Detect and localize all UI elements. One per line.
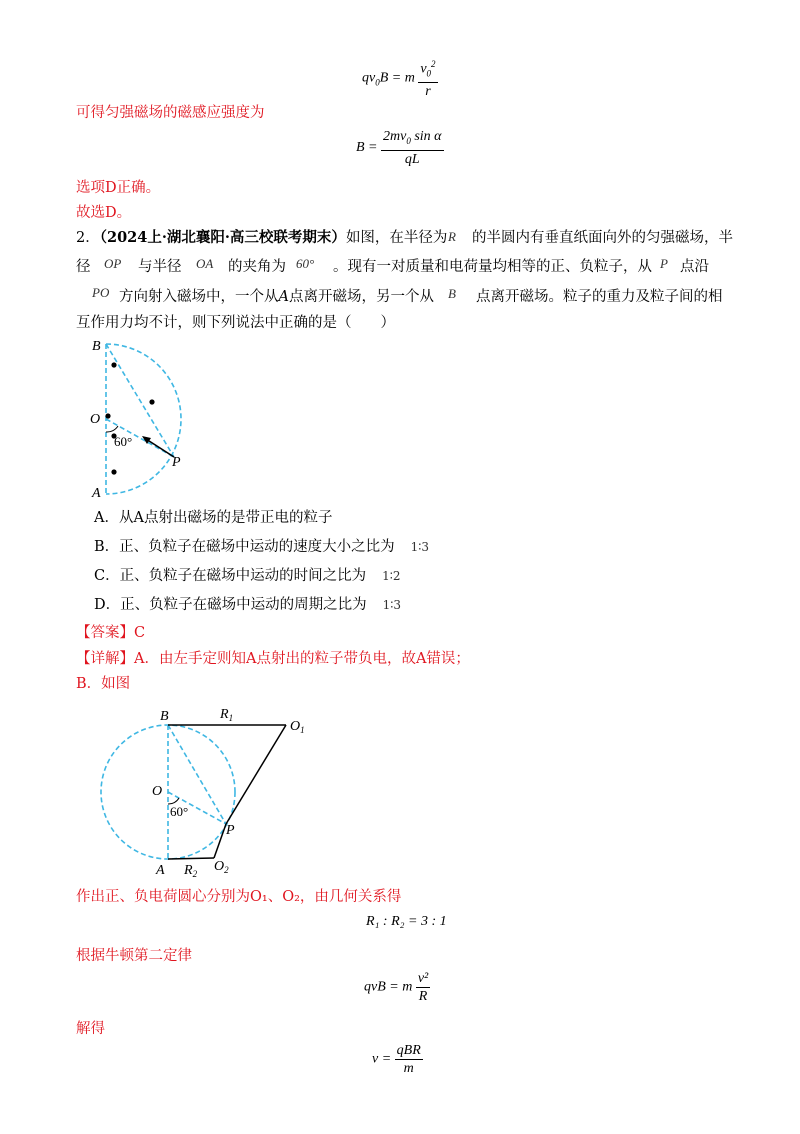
fraction: $\frac{\text{v²}}{R}$ <box>417 971 429 1004</box>
question-2-line-2-c: 的夹角为 <box>228 259 286 275</box>
detail-line: 【详解】A．由左手定则知A点射出的粒子带负电，故A错误； <box>76 651 470 667</box>
equation-field-strength: B = $\frac{2mv_0 \sin \alpha}{qL}$ <box>356 129 442 167</box>
text-newton: 根据牛顿第二定律 <box>76 948 192 964</box>
question-2-line-1: 2．（2024上·湖北襄阳·高三校联考期末）如图，在半径为 <box>76 229 448 246</box>
question-2-line-2-b: 与半径 <box>138 259 182 275</box>
question-2-line-3-c: 点离开磁场。粒子的重力及粒子间的相 <box>476 289 723 305</box>
option-b[interactable]: B．正、负粒子在磁场中运动的速度大小之比为 1∶3 <box>94 539 430 555</box>
label-A: A <box>92 486 101 501</box>
semicircle-figure <box>88 332 228 502</box>
question-2-line-2-e: 点沿 <box>680 259 709 275</box>
symbol-OP: OP <box>104 256 122 271</box>
answer-line: 【答案】C <box>76 625 146 641</box>
equation-newton: qvB = m $\frac{\text{v²}}{R}$ <box>364 971 429 1004</box>
question-2-line-2-start: 径 <box>76 259 91 275</box>
option-c[interactable]: C．正、负粒子在磁场中运动的时间之比为 1∶2 <box>94 568 401 584</box>
label-B: B <box>160 709 169 724</box>
fraction: $\frac{v_0^2}{r}$ <box>418 56 437 100</box>
ratio-b: 1∶3 <box>410 540 430 554</box>
label-angle: 60° <box>170 804 189 819</box>
ratio-c: 1∶2 <box>382 569 401 583</box>
label-angle: 60° <box>114 434 133 449</box>
symbol-R: R <box>448 229 456 244</box>
ratio-d: 1∶3 <box>382 598 402 612</box>
option-a[interactable]: A．从A点射出磁场的是带正电的粒子 <box>94 510 333 526</box>
line-O1-P <box>226 725 286 824</box>
text-magnetic-field-intro: 可得匀强磁场的磁感应强度为 <box>76 105 265 121</box>
question-2-line-2-d: 。现有一对质量和电荷量均相等的正、负粒子，从 <box>333 259 652 275</box>
question-2-line-4: 互作用力均不计，则下列说法中正确的是（ ） <box>76 315 395 331</box>
symbol-B: B <box>448 286 456 301</box>
equation-radius-ratio: R₁ : R₂ = 3 : 1 <box>366 914 447 929</box>
text-choose-d: 故选D。 <box>76 205 132 221</box>
symbol-PO: PO <box>92 285 110 300</box>
text-option-d-correct: 选项D正确。 <box>76 180 161 196</box>
label-O: O <box>90 412 101 427</box>
label-A: A <box>156 863 165 878</box>
symbol-angle-60: 60° <box>296 256 315 271</box>
fraction: $\frac{2mv_0 \sin \alpha}{qL}$ <box>383 129 442 167</box>
label-O1: $O_1$ <box>290 719 305 735</box>
label-R1: $R_1$ <box>220 707 234 723</box>
label-O2: $O_2$ <box>214 859 229 875</box>
label-P: P <box>226 823 235 838</box>
option-d[interactable]: D．正、负粒子在磁场中运动的周期之比为 1∶3 <box>94 597 402 613</box>
radius-R2 <box>168 858 214 859</box>
line-O2-P <box>214 824 226 858</box>
text-solve: 解得 <box>76 1021 105 1037</box>
text-centers: 作出正、负电荷圆心分别为O₁、O₂，由几何关系得 <box>76 889 402 905</box>
symbol-OA: OA <box>196 256 214 271</box>
semicircle-arc <box>106 344 181 494</box>
velocity-arrow <box>146 439 174 457</box>
fraction: $\frac{\text{qBR}}{m}$ <box>396 1043 421 1076</box>
question-2-line-3-a: 方向射入磁场中，一个从A点离开磁场，另一个从 <box>119 289 434 305</box>
label-R2: $R_2$ <box>184 863 198 879</box>
circle-trajectory-figure <box>96 700 326 880</box>
question-2-line-1-end: 的半圆内有垂直纸面向外的匀强磁场，半 <box>472 230 733 246</box>
b-figure-intro: B．如图 <box>76 676 131 692</box>
label-P: P <box>172 455 181 470</box>
label-O: O <box>152 784 163 799</box>
equation-velocity: v = $\frac{\text{qBR}}{m}$ <box>372 1043 421 1076</box>
label-B: B <box>92 339 101 354</box>
symbol-P: P <box>660 256 668 271</box>
equation-lorentz-force: $qv_0B = m$ $\frac{v_0^2}{r}$ <box>362 56 438 100</box>
